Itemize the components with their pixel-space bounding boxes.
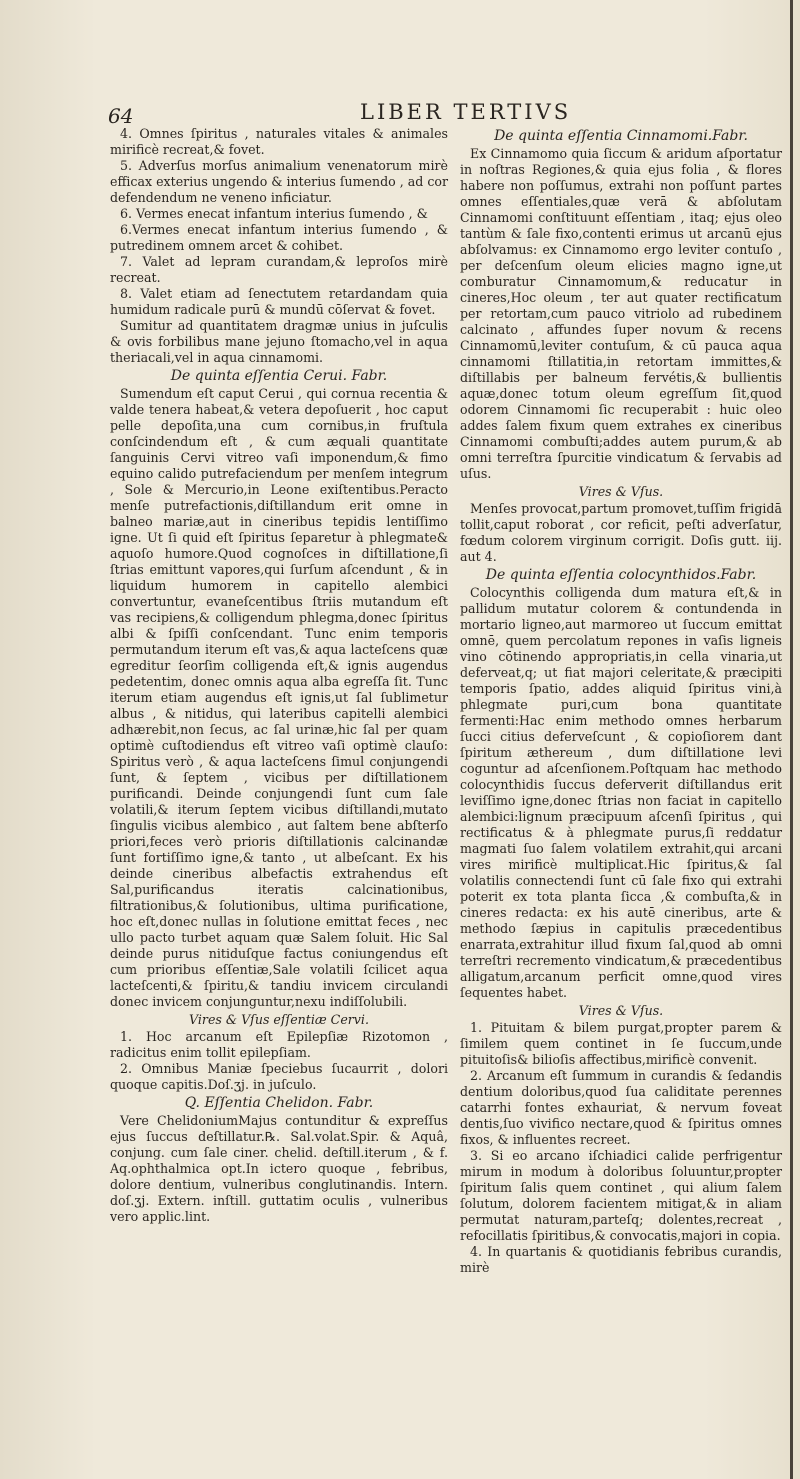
paragraph-use-3: 3. Si eo arcano iſchiadici calide perfrigentur mirum in modum à doloribus ſoluuntur,propter ſpiritum ſalis quem continet , qui alium ſalem ſolutum, dolorem facientem mitigat,& in aliam permutat naturam,parteſq; dolentes,recreat , refocillatis ſpiritibus,& convocatis,majori in copia. [460,1148,782,1243]
section-heading-colocynthidos: De quinta eſſentia colocynthidos.Fabr. [485,567,757,583]
page-number: 64 [108,104,134,128]
paragraph-item-6b: 6.Vermes enecat infantum interius ſumendo , & putredinem omnem arcet & cohibet. [110,222,448,253]
subheading-vires-cervi: Vires & Vſus eſſentiæ Cervi. [189,1012,369,1027]
section-heading-chelidon: Q. Eſſentia Chelidon. Fabr. [184,1095,374,1111]
paragraph-cervi-use-1: 1. Hoc arcanum eſt Epilepſiæ Rizotomon , radicitus enim tollit epilepſiam. [110,1029,448,1060]
paragraph-cervi: Sumendum eſt caput Cerui , qui cornua recentia & valde tenera habeat,& vetera depoſuerit , hoc caput pelle depoſita,una cum cornibus,in fruſtula conſcindendum eſt , & cum æquali quantitate ſanguinis Cervi vitreo vaſi imponendum,& fimo equino calido putrefaciendum per menſem integrum , Sole & Mercurio,in Leone exiſtentibus.Peracto menſe putrefactionis,diſtillandum erit omne in balneo mariæ,aut in cineribus tepidis lentiſſimo igne. Ut ſi quid eſt ſpiritus ſeparetur à phlegmate& aquoſo humore.Quod cognoſces in diſtillatione,ſi ſtrias emittunt vapores,qui ſurſum aſcendunt , & in liquidum humorem in capitello alembici convertuntur, evaneſcentibus ſtriis mutandum eſt vas recipiens,& colligendum phlegma,donec ſpiritus albi & ſpiſſi conſcendant. Tunc enim temporis permutandum iterum eſt vas,& aqua lacteſcens quæ egreditur ſeorſim colligenda eſt,& ignis augendus pedetentim, donec omnis aqua alba egreſſa ſit. Tunc iterum etiam augendus eſt ignis,ut ſal ſublimetur albus , & nitidus, qui lateribus capitelli alembici adhærebit,non ſecus, ac ſal urinæ,hic ſal per quam optimè cuſtodiendus eſt vitreo vaſi optimè clauſo: Spiritus verò , & aqua lacteſcens ſimul conjungendi ſunt, & ſeptem , vicibus per diſtillationem purificandi. Deinde conjungendi ſunt cum ſale volatili,& iterum ſeptem vicibus diſtillandi,mutato ſingulis vicibus alembico , aut ſaltem bene abſterſo priori,feces verò prioris diſtillationis calcinandæ ſunt fortiſſimo igne,& tanto , ut albeſcant. Ex his deinde cineribus albefactis extrahendus eſt Sal,purificandus iteratis calcinationibus, filtrationibus,& ſolutionibus, ultima purificatione, hoc eſt,donec nullas in ſolutione emittat feces , nec ullo pacto turbet aquam quæ Salem ſoluit. Hic Sal deinde purus nitiduſque factus coniungendus eſt cum prioribus eſſentiæ,Sale volatili ſcilicet aqua lacteſcenti,& ſpiritu,& tandiu invicem circulandi donec invicem conjunguntur,nexu indiſſolubili. [110,386,448,1009]
running-title: LIBER TERTIVS [360,100,572,124]
subheading-vires-1: Vires & Vſus. [578,484,664,499]
paragraph-use-2: 2. Arcanum eſt ſummum in curandis & ſedandis dentium doloribus,quod ſua caliditate perennes catarrhi fontes exhauriat, & nervum foveat dentis,ſuo vivifico nectare,quod & ſpiritus omnes fixos, & influentes recreet. [460,1068,782,1147]
paragraph-vires-1: Menſes provocat,partum promovet,tuſſim frigidā tollit,caput roborat , cor reficit, peſti adverſatur, fœdum colorem virginum corrigit. Doſis gutt. iij. aut 4. [460,501,782,564]
paragraph-cinnamomi: Ex Cinnamomo quia ſiccum & aridum aſportatur in noſtras Regiones,& quia ejus folia , & flores habere non poſſumus, extrahi non poſſunt partes omnes eſſentiales,quæ verā & abſolutam Cinnamomi conſtituunt eſſentiam , itaq; ejus oleo tantùm & ſale fixo,contenti erimus ut arcanū ejus abſolvamus: ex Cinnamomo ergo leviter contuſo , per deſcenſum oleum elicies magno igne,ut comburatur Cinnamomum,& reducatur in cineres,Hoc oleum , ter aut quater rectificatum per retortam,cum pauco vitriolo ad rubedinem calcinato , affundes ſuper novum & recens Cinnamomū,leviter contuſum, & cū pauca aqua cinnamomi ſtillatitia,in retortam immittes,& diſtillabis per balneum fervétis,& bullientis aquæ,donec totum oleum egreſſum ſit,quod odorem Cinnamomi ſic recuperabit : huic oleo addes ſalem fixum quem extrahes ex cineribus Cinnamomi combuſti;addes autem purum,& ab omni terreſtra ſpurcitie vindicatum & ſervabis ad uſus. [460,146,782,481]
paragraph-use-4: 4. In quartanis & quotidianis febribus curandis, mirè [460,1244,782,1275]
paragraph-cervi-use-2: 2. Omnibus Maniæ ſpeciebus ſucaurrit , dolori quoque capitis.Doſ.ʒj. in juſculo. [110,1061,448,1092]
paragraph-use-1: 1. Pituitam & bilem purgat,propter parem & ſimilem quem continet in ſe ſuccum,unde pituitoſis& bilioſis affectibus,mirificè convenit. [460,1020,782,1067]
paragraph-chelidon: Vere ChelidoniumMajus contunditur & expreſſus ejus ſuccus deſtillatur.℞. Sal.volat.Spir. & Aquâ, conjung. cum ſale ciner. chelid. deſtill.iterum , & f. Aq.ophthalmica opt.In ictero quoque , febribus, dolore dentium, vulneribus conglutinandis. Intern. doſ.ʒj. Extern. inſtill. guttatim oculis , vulneribus vero applic.lint. [110,1113,448,1224]
right-column [460,126,782,1276]
paragraph-colocynthidos: Colocynthis colligenda dum matura eſt,& in pallidum mutatur colorem & contundenda in mortario ligneo,aut marmoreo ut ſuccum emittat omnē, quem percolatum repones in vaſis ligneis vino cōtinendo appropriatis,in cella vinaria,ut deferveat,q; ut fiat majori celeritate,& præcipiti temporis ſpatio, addes aliquid ſpiritus vini,à phlegmate puri,cum bona quantitate fermenti:Hac enim methodo omnes herbarum ſucci citius deferveſcunt , & copioſiorem dant ſpiritum æthereum , dum diſtillatione levi coguntur ad aſcenſionem.Poſtquam hac methodo colocynthidis ſuccus deferverit diſtillandus erit leviſſimo igne,donec ſtrias non faciat in capitello alembici:lignum præcipuum aſcenſi ſpiritus , qui rectificatus & à phlegmate purus,ſi reddatur magmati ſuo ſalem volatilem extrahit,qui arcani vires mirificè multiplicat.Hic ſpiritus,& ſal volatilis connectendi ſunt cū ſale fixo qui extrahi poterit ex tota planta ſicca ,& combuſta,& in cineres redacta: ex his autē cineribus, arte & methodo ſæpius in capitulis præcedentibus enarrata,extrahitur illud fixum ſal,quod ab omni terreſtri recremento vindicatum,& præcedentibus alligatum,arcanum perficit omne,quod vires ſequentes habet. [460,585,782,1000]
paragraph-dose: Sumitur ad quantitatem dragmæ unius in juſculis & ovis forbilibus mane jejuno ſtomacho,vel in aqua theriacali,vel in aqua cinnamomi. [110,318,448,365]
paragraph-item-4: 4. Omnes ſpiritus , naturales vitales & animales mirificè recreat,& fovet. [110,126,448,157]
paragraph-item-6a: 6. Vermes enecat infantum interius ſumendo , & [120,206,428,221]
section-heading-cinnamomi: De quinta eſſentia Cinnamomi.Fabr. [494,128,748,144]
paragraph-item-8: 8. Valet etiam ad ſenectutem retardandam quia humidum radicale purū & mundū cōſervat & fovet. [110,286,448,317]
section-heading-cervi: De quinta eſſentia Cerui. Fabr. [170,368,388,384]
subheading-vires-2: Vires & Vſus. [578,1003,664,1018]
paragraph-item-7: 7. Valet ad lepram curandam,& leproſos mirè recreat. [110,254,448,285]
page-edge-shadow [790,0,793,1479]
left-column [110,126,448,1225]
paragraph-item-5: 5. Adverſus morſus animalium venenatorum mirè efficax exterius ungendo & interius ſumendo , ad cor defendendum ne veneno inficiatur. [110,158,448,205]
